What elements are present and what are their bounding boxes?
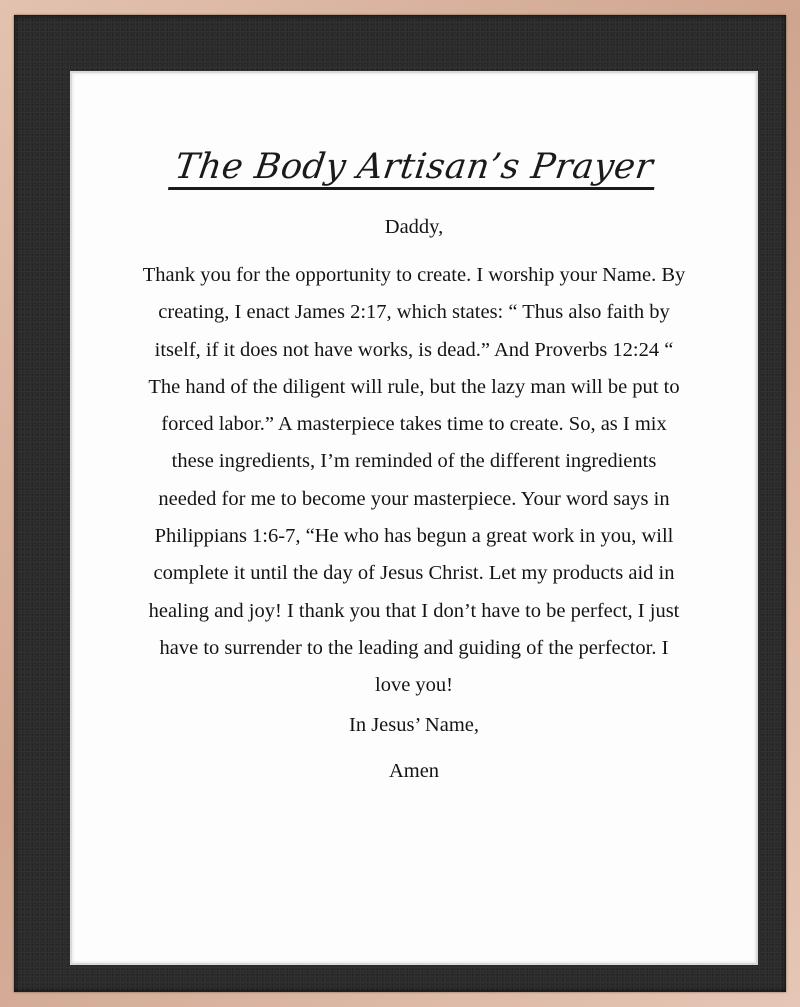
salutation: Daddy,	[384, 216, 444, 238]
title-container	[72, 147, 756, 190]
picture-frame-inner	[14, 15, 786, 992]
signoff: Amen	[388, 759, 440, 782]
closing-line: In Jesus’ Name,	[349, 713, 479, 736]
prayer-document	[70, 71, 758, 965]
prayer-body	[142, 213, 686, 785]
prayer-paragraph: Thank you for the opportunity to create. I worship your Name. By creating, I enact James 2:17, which states: “ Thus also faith by itself, if it does not have works, is dead.” And Proverbs 12:24 “ The hand of the diligent will rule, but the lazy man will be put to forced labor.” A masterpiece takes time to create. So, as I mix these ingredients, I’m reminded of the different ingredients needed for me to become your masterpiece. Your word says in Philippians 1:6-7, “He who has begun a great work in you, will complete it until the day of Jesus Christ. Let my products aid in healing and joy! I thank you that I don’t have to be perfect, I just have to surrender to the leading and guiding of the perfector. I love you!	[142, 264, 686, 697]
document-title: The Body Artisan’s Prayer	[168, 147, 660, 190]
